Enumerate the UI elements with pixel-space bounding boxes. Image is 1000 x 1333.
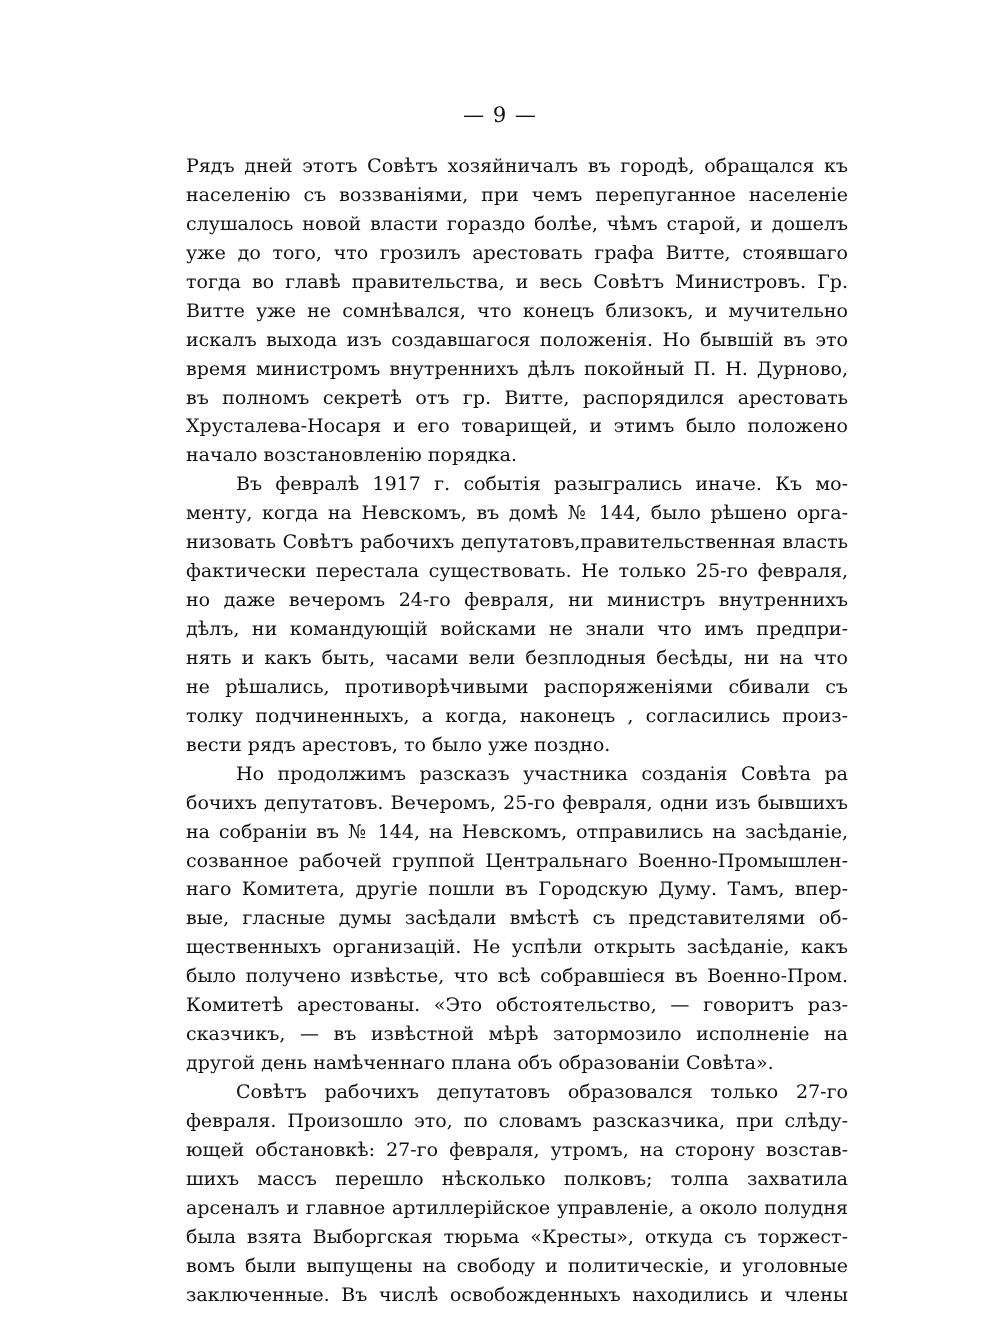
text-line: уже до того, что грозилъ арестовать графа Витте, стоявшаго [186, 241, 848, 264]
text-line: населенію съ воззваніями, при чемъ перепуганное населеніе [186, 183, 848, 206]
text-line: толку подчиненныхъ, а когда, наконецъ , согласились произ- [186, 704, 848, 727]
page-number: — 9 — [463, 103, 537, 127]
text-line: сказчикъ, — въ извѣстной мѣрѣ затормозило исполненіе на [186, 1023, 848, 1046]
text-line: въ полномъ секретѣ отъ гр. Витте, распорядился арестовать [186, 386, 848, 409]
text-line: не рѣшались, противорѣчивыми распоряженіями сбивали съ [186, 675, 848, 698]
text-line: наго Комитета, другіе пошли въ Городскую Думу. Тамъ, впер- [186, 878, 848, 901]
text-line: была взята Выборгская тюрьма «Кресты», откуда съ торжест- [186, 1225, 848, 1248]
text-line: слушалось новой власти гораздо болѣе, чѣмъ старой, и дошелъ [186, 212, 848, 235]
text-line: Совѣтъ рабочихъ депутатовъ образовался только 27-го [236, 1081, 848, 1103]
text-line: Въ февралѣ 1917 г. событія разыгрались иначе. Къ мо- [236, 473, 848, 496]
text-line: ющей обстановкѣ: 27-го февраля, утромъ, на сторону возстав- [186, 1138, 848, 1161]
text-line: щественныхъ организацій. Не успѣли открыть засѣданіе, какъ [186, 936, 848, 959]
text-line: Комитетѣ арестованы. «Это обстоятельство, — говоритъ раз- [186, 994, 848, 1017]
text-line: февраля. Произошло это, по словамъ разсказчика, при слѣду- [186, 1109, 848, 1132]
text-line: менту, когда на Невскомъ, въ домѣ № 144, было рѣшено орга- [186, 502, 848, 525]
text-line: вести рядъ арестовъ, то было уже поздно. [186, 733, 611, 756]
text-line: было получено извѣстье, что всѣ собравшіеся въ Военно-Пром. [186, 965, 848, 988]
text-line: Витте уже не сомнѣвался, что конецъ близокъ, и мучительно [186, 299, 848, 322]
text-line: Хрусталева-Носаря и его товарищей, и этимъ было положено [186, 415, 848, 438]
text-line: низовать Совѣтъ рабочихъ депутатовъ,правительственная власть [186, 531, 848, 554]
text-line: тогда во главѣ правительства, и весь Совѣтъ Министровъ. Гр. [186, 270, 848, 293]
text-line: бочихъ депутатовъ. Вечеромъ, 25-го февраля, одни изъ бывшихъ [186, 791, 848, 814]
text-line: на собраніи въ № 144, на Невскомъ, отправились на засѣданіе, [186, 820, 848, 843]
text-line: Рядъ дней этотъ Совѣтъ хозяйничалъ въ городѣ, обращался къ [186, 155, 848, 177]
text-line: Но продолжимъ разсказъ участника созданія Совѣта ра [236, 762, 848, 785]
text-line: заключенные. Въ числѣ освобожденныхъ находились и члены [186, 1283, 848, 1306]
text-line: вомъ были выпущены на свободу и политическіе, и уголовные [186, 1254, 848, 1277]
body-text [186, 152, 848, 1310]
text-line: фактически перестала существовать. Не только 25-го февраля, [186, 560, 848, 583]
text-line: искалъ выхода изъ создавшагося положенія. Но бывшій въ это [186, 328, 848, 351]
text-line: другой день намѣченнаго плана объ образованіи Совѣта». [186, 1052, 774, 1075]
text-line: вые, гласные думы засѣдали вмѣстѣ съ представителями об- [186, 907, 848, 930]
text-line: начало возстановленію порядка. [186, 444, 518, 467]
text-line: время министромъ внутреннихъ дѣлъ покойный П. Н. Дурново, [186, 357, 848, 380]
text-line: шихъ массъ перешло нѣсколько полковъ; толпа захватила [186, 1167, 848, 1190]
text-line: созванное рабочей группой Центральнаго Военно-Промышлен- [186, 849, 848, 872]
text-line: дѣлъ, ни командующій войсками не знали что имъ предпри- [186, 618, 848, 640]
text-line: но даже вечеромъ 24-го февраля, ни министръ внутреннихъ [186, 589, 848, 612]
text-line: арсеналъ и главное артиллерійское управленіе, а около полудня [186, 1196, 848, 1219]
text-line: нять и какъ быть, часами вели безплодныя бесѣды, ни на что [186, 646, 848, 669]
